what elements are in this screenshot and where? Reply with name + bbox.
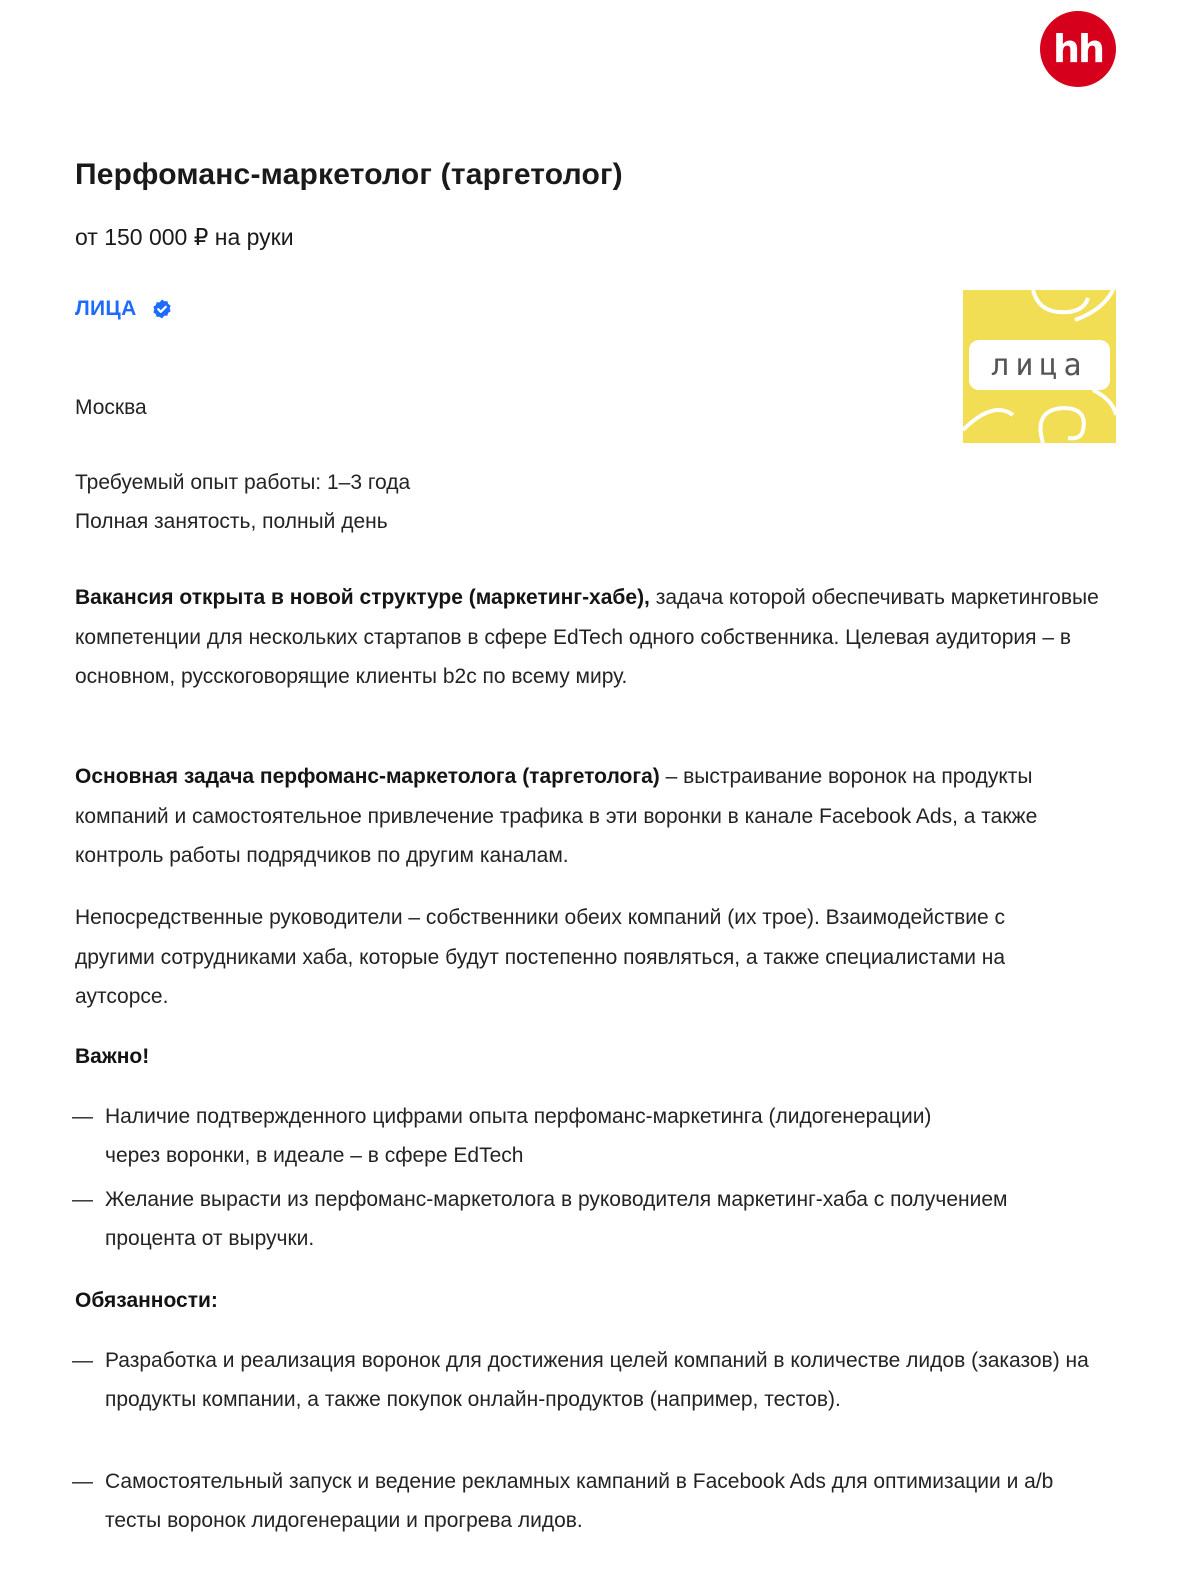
dash-bullet: — [72,1188,93,1211]
employment-type: Полная занятость, полный день [75,510,388,533]
description-paragraph-2 [75,757,1105,876]
list-item-text: Желание вырасти из перфоманс-маркетолога в руководителя маркетинг-хаба с получением процента от выручки. [105,1188,1008,1250]
list-item-text: Самостоятельный запуск и ведение рекламных кампаний в Facebook Ads для оптимизации и a/b тесты воронок лидогенерации и прогрева лидов. [105,1470,1054,1532]
dash-bullet: — [72,1105,93,1128]
list-item-text: Разработка и реализация воронок для достижения целей компаний в количестве лидов (заказов) на продукты компании, а также покупок онлайн-продуктов (например, тестов). [105,1349,1089,1411]
hh-logo-text: hh [1052,27,1104,71]
dash-bullet: — [72,1349,93,1372]
important-list-item [72,1181,1102,1258]
duties-list-item [72,1342,1122,1419]
vacancy-title: Перфоманс-маркетолог (таргетолог) [75,158,623,191]
verified-badge-icon [151,298,173,320]
paragraph-1-text: задача которой обеспечивать маркетинговые компетенции для нескольких стартапов в сфере EdTech одного собственника. Целевая аудитория – в основном, русскоговорящие клиенты b2c по всему миру. [75,586,1099,688]
description-paragraph-1 [75,578,1105,697]
dash-bullet: — [72,1470,93,1493]
paragraph-1-bold: Вакансия открыта в новой структуре (маркетинг-хабе), [75,586,650,609]
paragraph-2-bold: Основная задача перфоманс-маркетолога (таргетолога) [75,765,660,788]
company-link[interactable] [75,297,173,321]
important-list-item [72,1098,972,1175]
duties-heading: Обязанности: [75,1289,218,1312]
company-logo-text: лица [969,340,1110,390]
company-name: ЛИЦА [75,297,137,320]
important-heading: Важно! [75,1045,150,1068]
company-logo[interactable] [963,290,1116,443]
description-paragraph-3: Непосредственные руководители – собственники обеих компаний (их трое). Взаимодействие с другими сотрудниками хаба, которые будут постепенно появляться, а также специалистами на аутсорсе. [75,906,1006,1008]
salary: от 150 000 ₽ на руки [75,224,294,250]
city: Москва [75,396,147,419]
required-experience: Требуемый опыт работы: 1–3 года [75,471,411,494]
hh-logo[interactable] [1040,11,1116,87]
duties-list-item [72,1463,1082,1540]
paragraph-2-text: – выстраивание воронок на продукты компаний и самостоятельное привлечение трафика в эти воронки в канале Facebook Ads, а также контроль работы подрядчиков по другим каналам. [75,765,1038,867]
list-item-text: Наличие подтвержденного цифрами опыта перфоманс-маркетинга (лидогенерации) через воронки, в идеале – в сфере EdTech [105,1105,932,1167]
